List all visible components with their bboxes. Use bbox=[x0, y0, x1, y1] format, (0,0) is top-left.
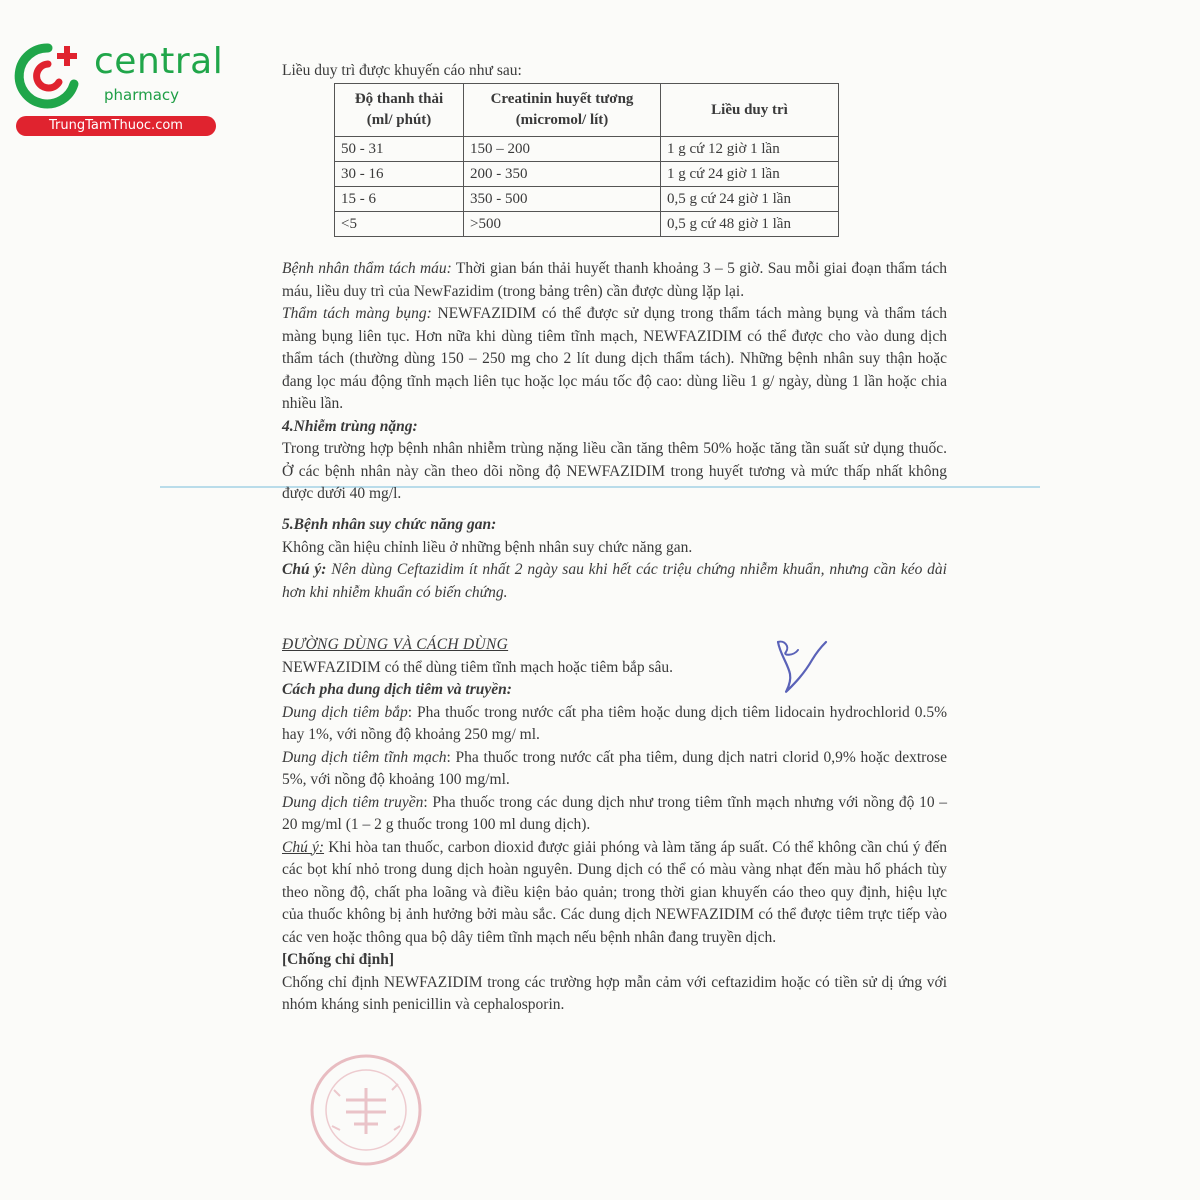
im-text: : Pha thuốc trong nước cất pha tiêm hoặc dung dịch tiêm lidocain hydrochlorid 0.5% hay 1%, với nồng độ khoảng 250 mg/ ml. bbox=[282, 703, 947, 743]
iv-label: Dung dịch tiêm tĩnh mạch bbox=[282, 748, 447, 766]
table-header: Creatinin huyết tương (micromol/ lít) bbox=[464, 84, 661, 137]
table-row bbox=[335, 137, 839, 162]
liver-note-label: Chú ý: bbox=[282, 561, 327, 578]
route-section bbox=[282, 634, 947, 1017]
severe-text: Trong trường hợp bệnh nhân nhiễm trùng nặng liều cần tăng thêm 50% hoặc tăng tần suất sử dụng thuốc. Ở các bệnh nhân này cần theo dõi nồng độ NEWFAZIDIM trong huyết tương và mức thấp nhất không được dưới 40 mg/l. bbox=[282, 440, 947, 502]
table-header: Độ thanh thải (ml/ phút) bbox=[335, 84, 464, 137]
dialysis-text: Thời gian bán thải huyết thanh khoảng 3 – 5 giờ. Sau mỗi giai đoạn thẩm tách máu, liều duy trì của NewFazidim (trong bảng trên) cần được dùng lặp lại. bbox=[282, 260, 948, 300]
liver-text: Không cần hiệu chỉnh liều ở những bệnh nhân suy chức năng gan. bbox=[282, 538, 693, 556]
table-cell: <5 bbox=[335, 212, 464, 237]
table-cell: 1 g cứ 24 giờ 1 lần bbox=[661, 162, 839, 187]
infusion-label: Dung dịch tiêm truyền bbox=[282, 793, 424, 811]
route-note bbox=[282, 837, 947, 950]
table-row bbox=[335, 212, 839, 237]
route-note-label: Chú ý: bbox=[282, 838, 325, 856]
table-cell: >500 bbox=[464, 212, 661, 237]
table-cell: 0,5 g cứ 24 giờ 1 lần bbox=[661, 187, 839, 212]
route-note-text: Khi hòa tan thuốc, carbon dioxid được giải phóng và làm tăng áp suất. Có thể không cần chú ý đến các bọt khí nhỏ trong dung dịch hoàn nguyên. Dung dịch có thể có màu vàng nhạt đến màu hổ phách tùy theo nồng độ, chất pha loãng và điều kiện bảo quản; trong thời gian khuyến cáo theo quy định, hiệu lực của thuốc không bị ảnh hưởng bởi màu sắc. Các dung dịch NEWFAZIDIM có thể được tiêm trực tiếp vào các ven hoặc thông qua bộ dây tiêm tĩnh mạch nếu bệnh nhân đang truyền dịch. bbox=[282, 838, 947, 946]
table-cell: 1 g cứ 12 giờ 1 lần bbox=[661, 137, 839, 162]
peritoneal-text: NEWFAZIDIM có thể được sử dụng trong thẩm tách màng bụng và thẩm tách màng bụng liên tục. Hơn nữa khi dùng tiêm tĩnh mạch, NEWFAZIDIM có thể được cho vào dung dịch thẩm tách (thường dùng 150 – 250 mg cho 2 lít dung dịch thẩm tách). Những bệnh nhân suy thận hoặc đang lọc máu động tĩnh mạch liên tục hoặc lọc máu tốc độ cao: dùng liều 1 g/ ngày, dùng 1 lần hoặc chia nhiều lần. bbox=[282, 305, 947, 412]
table-cell: 0,5 g cứ 48 giờ 1 lần bbox=[661, 212, 839, 237]
route-text: NEWFAZIDIM có thể dùng tiêm tĩnh mạch hoặc tiêm bắp sâu. bbox=[282, 658, 673, 676]
table-cell: 350 - 500 bbox=[464, 187, 661, 212]
intro-text: Liều duy trì được khuyến cáo như sau: bbox=[282, 62, 522, 79]
table-cell: 50 - 31 bbox=[335, 137, 464, 162]
table-row bbox=[335, 187, 839, 212]
brand-name: central bbox=[94, 41, 224, 82]
severe-heading: 4.Nhiễm trùng nặng: bbox=[282, 417, 418, 435]
liver-heading: 5.Bệnh nhân suy chức năng gan: bbox=[282, 516, 497, 533]
dialysis-label: Bệnh nhân thẩm tách máu: bbox=[282, 260, 452, 277]
table-header-row bbox=[335, 84, 839, 137]
peritoneal-paragraph bbox=[282, 303, 947, 416]
liver-note-text: Nên dùng Ceftazidim ít nhất 2 ngày sau khi hết các triệu chứng nhiễm khuẩn, nhưng cần kéo dài hơn khi nhiễm khuẩn có biến chứng. bbox=[282, 561, 947, 601]
infusion-text: : Pha thuốc trong các dung dịch như trong tiêm tĩnh mạch nhưng với nồng độ 10 – 20 mg/ml (1 – 2 g thuốc trong 100 ml dung dịch). bbox=[282, 793, 947, 833]
iv-text: : Pha thuốc trong nước cất pha tiêm, dung dịch natri clorid 0,9% hoặc dextrose 5%, với nồng độ khoảng 100 mg/ml. bbox=[282, 748, 947, 788]
brand-sub: pharmacy bbox=[104, 86, 180, 104]
brand-logo bbox=[8, 36, 224, 136]
route-heading: ĐƯỜNG DÙNG VÀ CÁCH DÙNG bbox=[282, 636, 509, 653]
brand-site-link[interactable]: TrungTamThuoc.com bbox=[16, 116, 216, 136]
dose-table bbox=[334, 83, 839, 237]
table-cell: 150 – 200 bbox=[464, 137, 661, 162]
iv-paragraph bbox=[282, 747, 947, 792]
infusion-paragraph bbox=[282, 792, 947, 837]
dialysis-paragraph bbox=[282, 258, 947, 303]
contra-text: Chống chỉ định NEWFAZIDIM trong các trường hợp mẫn cảm với ceftazidim hoặc có tiền sử dị ứng với nhóm kháng sinh penicillin và cephalosporin. bbox=[282, 973, 947, 1013]
liver-section bbox=[282, 514, 947, 604]
table-cell: 15 - 6 bbox=[335, 187, 464, 212]
signature-icon bbox=[768, 634, 832, 700]
peritoneal-label: Thẩm tách màng bụng: bbox=[282, 305, 432, 322]
table-row bbox=[335, 162, 839, 187]
liver-note bbox=[282, 559, 947, 604]
pharmacy-logo-icon bbox=[12, 40, 84, 112]
contra-heading: [Chống chỉ định] bbox=[282, 951, 394, 968]
company-stamp-icon bbox=[306, 1050, 426, 1170]
dialysis-section bbox=[282, 258, 947, 506]
prep-heading: Cách pha dung dịch tiêm và truyền: bbox=[282, 681, 512, 698]
table-cell: 200 - 350 bbox=[464, 162, 661, 187]
im-label: Dung dịch tiêm bắp bbox=[282, 703, 408, 721]
table-header: Liều duy trì bbox=[661, 84, 839, 137]
table-cell: 30 - 16 bbox=[335, 162, 464, 187]
im-paragraph bbox=[282, 702, 947, 747]
